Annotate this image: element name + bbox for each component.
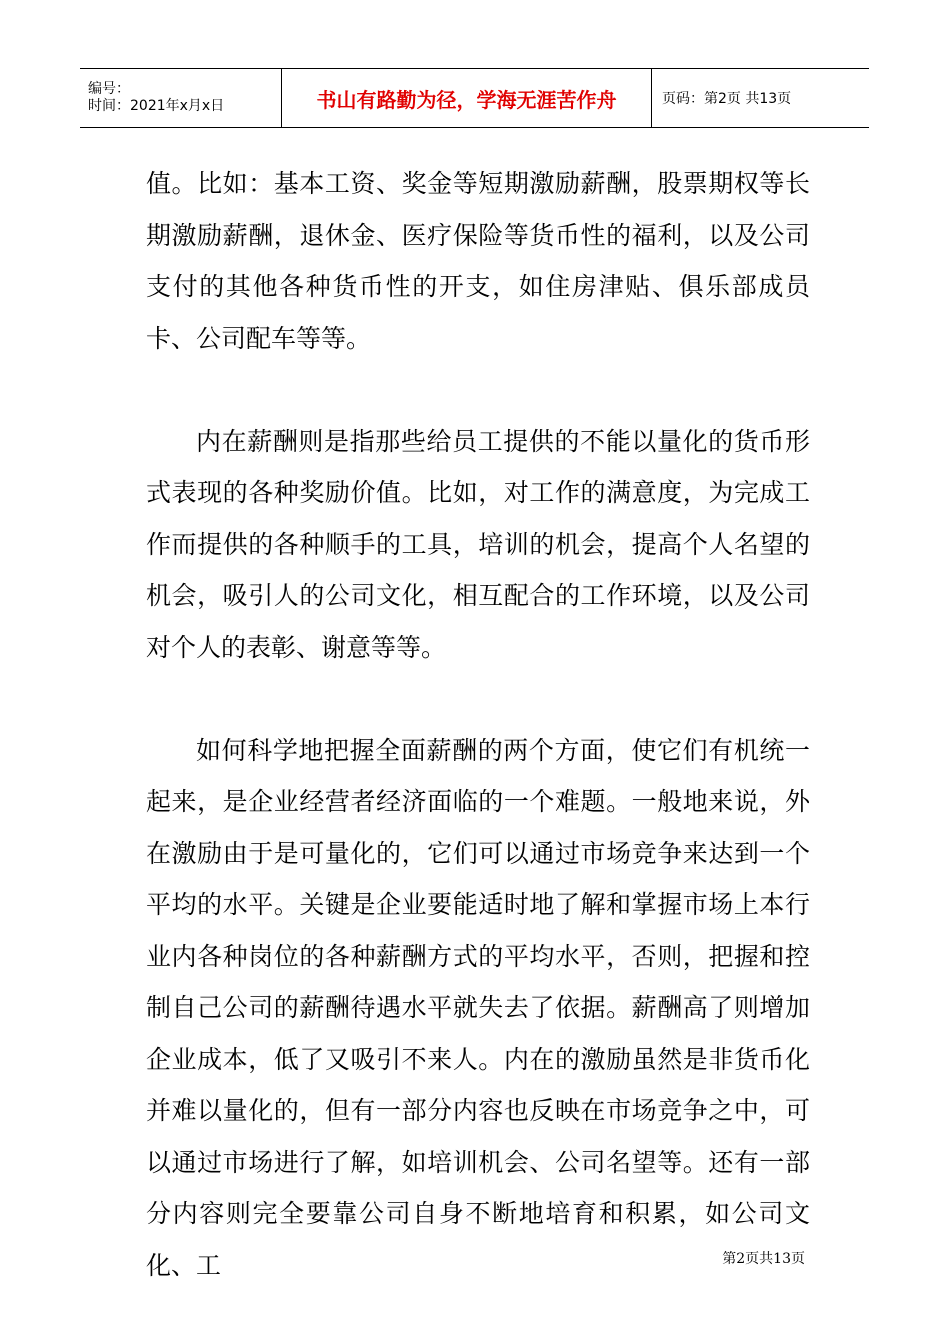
header-motto: 书山有路勤为径，学海无涯苦作舟 — [316, 87, 617, 112]
paragraph-continued: 值。比如：基本工资、奖金等短期激励薪酬，股票期权等长期激励薪酬，退休金、医疗保险等货币性的福利，以及公司支付的其他各种货币性的开支，如住房津贴、俱乐部成员卡、公司配车等等。 — [146, 169, 810, 353]
paragraph-balance: 如何科学地把握全面薪酬的两个方面，使它们有机统一起来，是企业经营者经济面临的一个难题。一般地来说，外在激励由于是可量化的，它们可以通过市场竞争来达到一个平均的水平。关键是企业要能适时地了解和掌握市场上本行业内各种岗位的各种薪酬方式的平均水平，否则，把握和控制自己公司的薪酬待遇水平就失去了依据。薪酬高了则增加企业成本，低了又吸引不来人。内在的激励虽然是非货币化并难以量化的，但有一部分内容也反映在市场竞争之中，可以通过市场进行了解，如培训机会、公司名望等。还有一部分内容则完全要靠公司自身不断地培育和积累，如公司文化、工 — [146, 735, 810, 1280]
page-header — [80, 68, 869, 128]
page-footer: 第2页共13页 — [722, 1251, 805, 1267]
document-body — [146, 158, 810, 1291]
paragraph-gap — [146, 364, 810, 416]
header-page-cell — [652, 69, 869, 127]
paragraph-gap — [146, 673, 810, 725]
header-meta-cell — [80, 69, 282, 127]
serial-number-label: 编号： — [88, 81, 130, 97]
header-page-code: 页码：第2页 共13页 — [662, 91, 792, 107]
header-motto-cell — [282, 69, 652, 127]
paragraph-intrinsic-pay: 内在薪酬则是指那些给员工提供的不能以量化的货币形式表现的各种奖励价值。比如，对工作的满意度，为完成工作而提供的各种顺手的工具，培训的机会，提高个人名望的机会，吸引人的公司文化，相互配合的工作环境，以及公司对个人的表彰、谢意等等。 — [146, 426, 810, 662]
date-label: 时间：2021年x月x日 — [88, 98, 225, 114]
